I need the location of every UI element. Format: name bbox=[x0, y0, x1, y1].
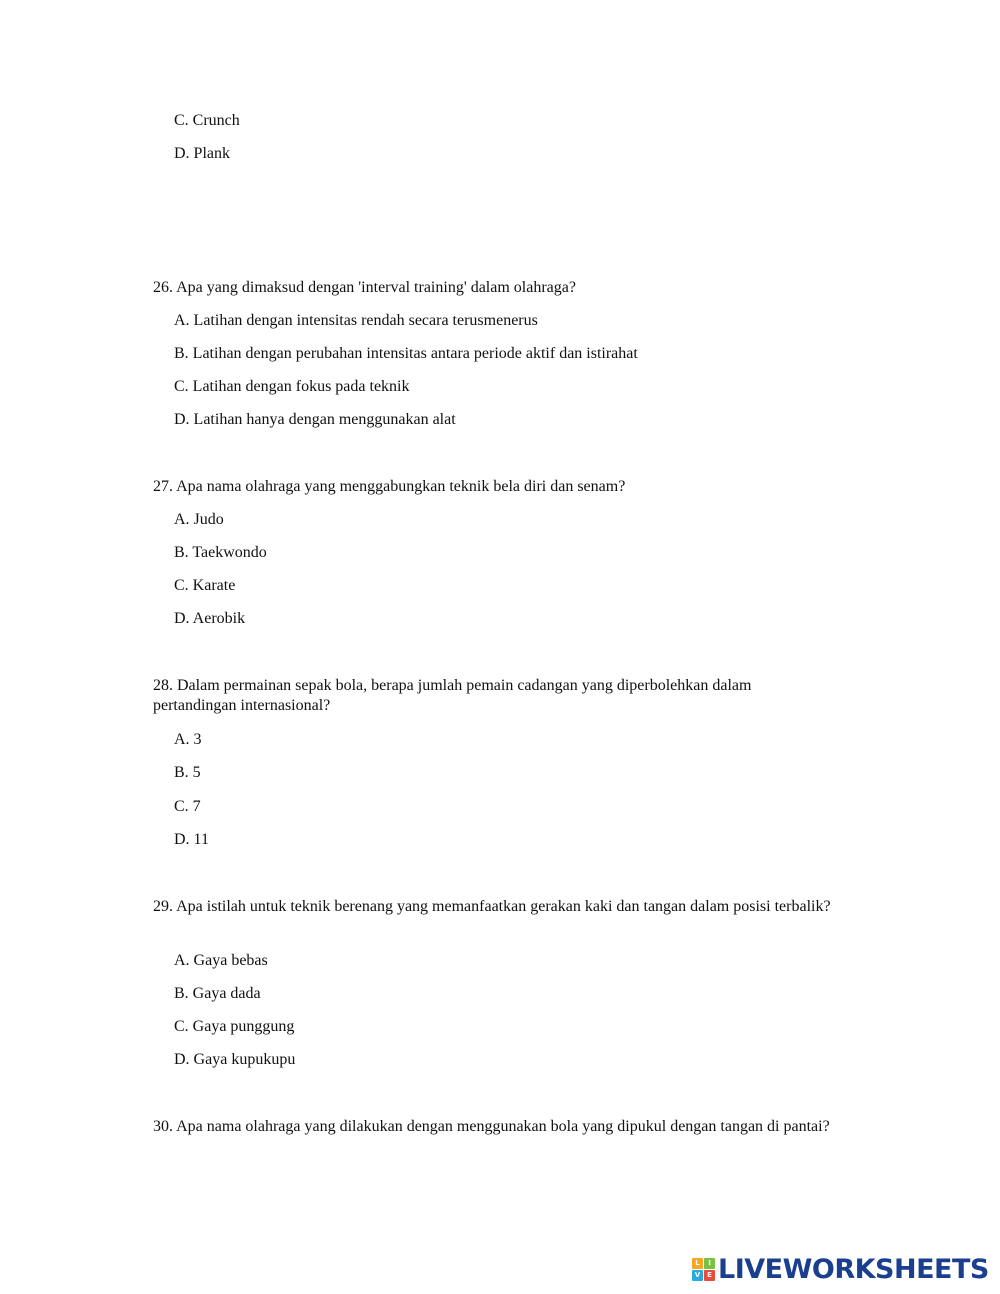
question-28-option-b: B. 5 bbox=[174, 764, 201, 781]
mark-tile-e: E bbox=[704, 1270, 715, 1281]
option-d-plank: D. Plank bbox=[174, 145, 230, 162]
question-27: 27. Apa nama olahraga yang menggabungkan teknik bela diri dan senam? bbox=[153, 478, 626, 495]
question-28-option-a: A. 3 bbox=[174, 731, 202, 748]
question-29-option-d: D. Gaya kupukupu bbox=[174, 1051, 296, 1068]
question-29-option-b: B. Gaya dada bbox=[174, 985, 261, 1002]
question-26-option-a: A. Latihan dengan intensitas rendah secara terusmenerus bbox=[174, 312, 538, 329]
question-27-option-a: A. Judo bbox=[174, 511, 224, 528]
liveworksheets-logo bbox=[692, 1254, 989, 1284]
liveworksheets-mark-icon bbox=[692, 1258, 715, 1281]
question-28: 28. Dalam permainan sepak bola, berapa jumlah pemain cadangan yang diperbolehkan dalam pertandingan internasional? bbox=[153, 677, 752, 714]
question-29-option-a: A. Gaya bebas bbox=[174, 952, 268, 969]
liveworksheets-wordmark: LIVEWORKSHEETS bbox=[718, 1253, 989, 1285]
question-27-option-d: D. Aerobik bbox=[174, 610, 246, 627]
question-27-option-c: C. Karate bbox=[174, 577, 236, 594]
question-30: 30. Apa nama olahraga yang dilakukan dengan menggunakan bola yang dipukul dengan tangan di pantai? bbox=[153, 1118, 830, 1135]
option-c-crunch: C. Crunch bbox=[174, 112, 240, 129]
question-26-option-d: D. Latihan hanya dengan menggunakan alat bbox=[174, 411, 456, 428]
question-29-option-c: C. Gaya punggung bbox=[174, 1018, 295, 1035]
question-26: 26. Apa yang dimaksud dengan 'interval training' dalam olahraga? bbox=[153, 279, 576, 296]
question-27-option-b: B. Taekwondo bbox=[174, 544, 267, 561]
mark-tile-i: I bbox=[704, 1258, 715, 1269]
mark-tile-l: L bbox=[692, 1258, 703, 1269]
mark-tile-v: V bbox=[692, 1270, 703, 1281]
question-28-option-d: D. 11 bbox=[174, 831, 209, 848]
question-28-option-c: C. 7 bbox=[174, 798, 201, 815]
question-29: 29. Apa istilah untuk teknik berenang yang memanfaatkan gerakan kaki dan tangan dalam posisi terbalik? bbox=[153, 898, 831, 915]
question-26-option-b: B. Latihan dengan perubahan intensitas antara periode aktif dan istirahat bbox=[174, 345, 638, 362]
question-26-option-c: C. Latihan dengan fokus pada teknik bbox=[174, 378, 410, 395]
